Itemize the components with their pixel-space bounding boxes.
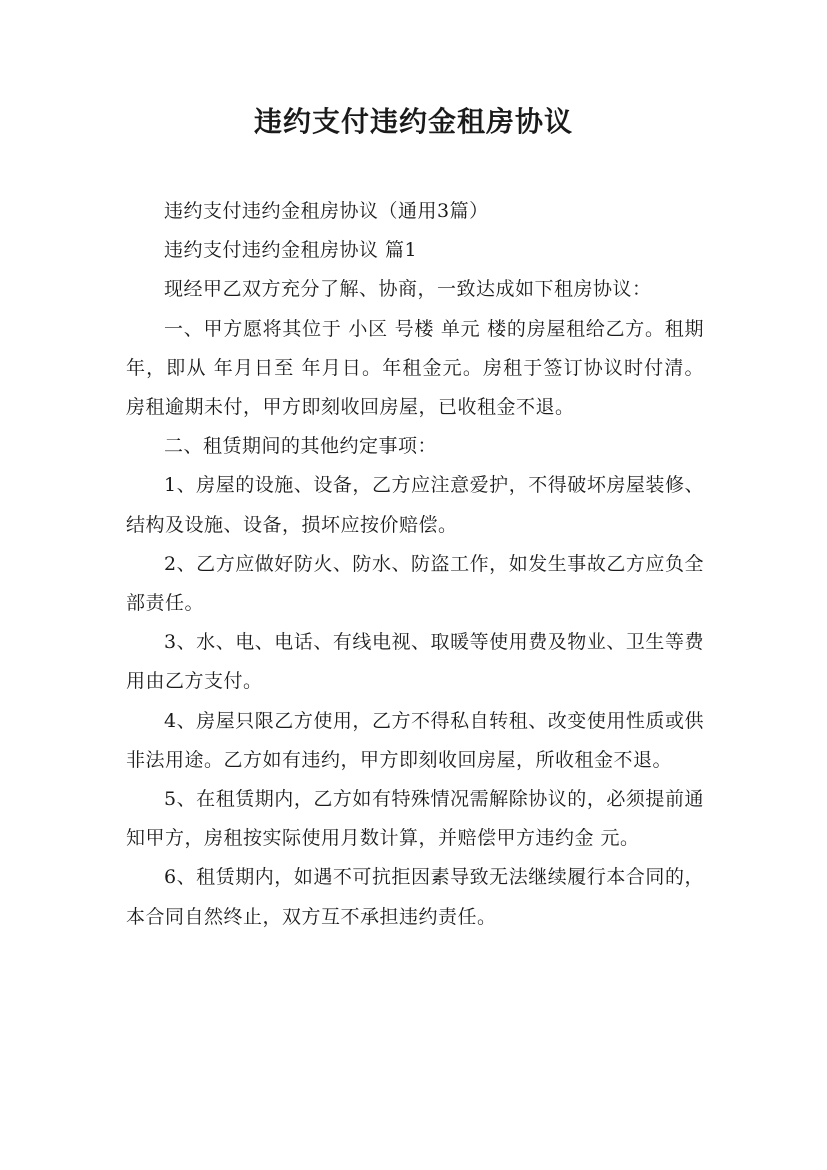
paragraph-clause-1: 一、甲方愿将其位于 小区 号楼 单元 楼的房屋租给乙方。租期年，即从 年月日至 年月日。年租金元。房租于签订协议时付清。房租逾期未付，甲方即刻收回房屋，已收租金不退。	[126, 317, 704, 419]
paragraph-item-5: 5、在租赁期内，乙方如有特殊情况需解除协议的，必须提前通知甲方，房租按实际使用月数计算，并赔偿甲方违约金 元。	[126, 788, 704, 850]
paragraph-clause-2: 二、租赁期间的其他约定事项：	[164, 435, 438, 458]
paragraph-item-4: 4、房屋只限乙方使用，乙方不得私自转租、改变使用性质或供非法用途。乙方如有违约，甲方即刻收回房屋，所收租金不退。	[126, 709, 704, 771]
paragraph-item-1: 1、房屋的设施、设备，乙方应注意爱护，不得破坏房屋装修、结构及设施、设备，损坏应按价赔偿。	[126, 474, 704, 536]
paragraph-heading: 违约支付违约金租房协议（通用3篇）	[164, 200, 489, 222]
paragraph-item-6: 6、租赁期内，如遇不可抗拒因素导致无法继续履行本合同的，本合同自然终止，双方互不承担违约责任。	[126, 866, 704, 928]
paragraph-section-label: 违约支付违约金租房协议 篇1	[164, 239, 418, 262]
document-body	[126, 192, 704, 937]
paragraph-item-3: 3、水、电、电话、有线电视、取暖等使用费及物业、卫生等费用由乙方支付。	[126, 631, 704, 693]
paragraph-item-2: 2、乙方应做好防火、防水、防盗工作，如发生事故乙方应负全部责任。	[126, 552, 704, 615]
paragraph-intro: 现经甲乙双方充分了解、协商，一致达成如下租房协议：	[164, 278, 652, 301]
document-title: 违约支付违约金租房协议	[253, 105, 573, 138]
